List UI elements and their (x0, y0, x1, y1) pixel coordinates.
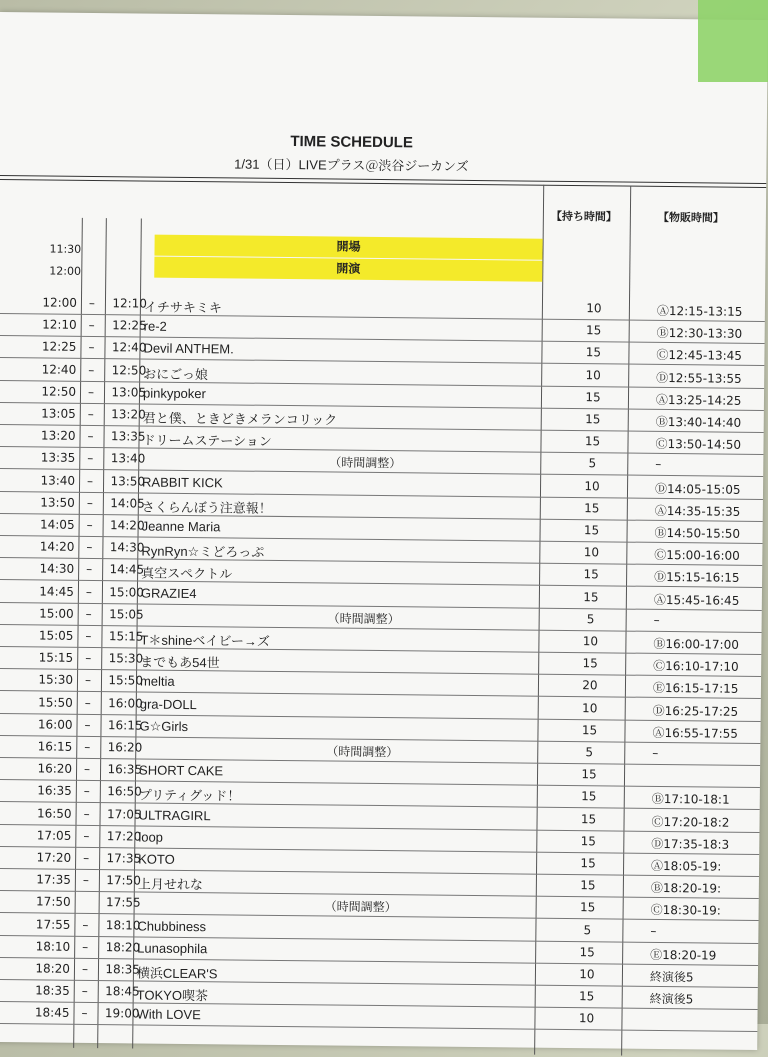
row-dash: – (81, 1006, 88, 1021)
row-duration: 10 (582, 700, 598, 715)
row-end-time: 17:55 (106, 895, 141, 910)
start-label: 開演 (154, 257, 542, 282)
row-start-time: 17:50 (36, 894, 71, 910)
row-sales-time: Ⓑ14:50-15:50 (654, 525, 741, 541)
row-duration: 15 (583, 567, 599, 582)
row-end-time: 18:20 (105, 939, 141, 955)
row-end-time: 16:20 (107, 740, 143, 755)
sales-column-header: 【物販時間】 (657, 210, 724, 225)
schedule-title: TIME SCHEDULE (290, 133, 413, 152)
row-end-time: 14:45 (109, 562, 145, 577)
row-sales-time: Ⓔ18:20-19 (650, 947, 717, 963)
row-duration: 10 (585, 367, 601, 382)
row-start-time: 12:25 (41, 339, 77, 355)
start-time: 12:00 (49, 264, 82, 278)
row-end-time: 17:50 (106, 873, 141, 888)
row-adjustment: （時間調整） (329, 455, 402, 471)
row-sales-time: – (653, 612, 660, 627)
row-dash: – (84, 695, 91, 710)
row-duration: 15 (583, 589, 599, 604)
row-start-time: 14:05 (39, 517, 75, 532)
row-end-time: 15:00 (109, 584, 145, 600)
row-performer: re-2 (143, 318, 167, 334)
row-duration: 10 (578, 1011, 595, 1026)
row-start-time: 15:50 (38, 695, 73, 710)
row-sales-time: Ⓐ16:55-17:55 (652, 725, 739, 741)
row-dash: – (83, 850, 90, 865)
row-dash: – (82, 873, 89, 888)
row-dash: – (88, 318, 95, 333)
schedule-sheet (0, 12, 768, 1050)
row-performer: G☆Girls (139, 718, 189, 734)
row-start-time: 13:40 (40, 473, 76, 488)
row-performer: プリティグッド！ (138, 787, 241, 804)
row-start-time: 14:45 (39, 584, 75, 599)
row-duration: 15 (584, 434, 601, 449)
row-start-time: 13:50 (40, 495, 75, 510)
row-dash: – (82, 917, 89, 932)
row-duration: 15 (585, 412, 601, 427)
row-adjustment: （時間調整） (324, 899, 397, 915)
row-sales-time: Ⓑ16:00-17:00 (653, 636, 739, 652)
row-sales-time: Ⓓ16:25-17:25 (652, 703, 739, 719)
row-end-time: 17:05 (106, 806, 142, 822)
row-start-time: 16:15 (37, 739, 73, 754)
row-duration: 15 (579, 900, 596, 915)
row-performer: ドリームステーション (142, 432, 272, 450)
row-dash: – (86, 495, 93, 510)
row-performer: meltia (139, 673, 175, 690)
row-performer: イチサキミキ (143, 299, 223, 316)
row-start-time: 15:05 (38, 628, 74, 643)
row-adjustment: （時間調整） (326, 744, 399, 760)
row-sales-time: – (650, 923, 657, 938)
row-dash: – (84, 717, 91, 732)
row-duration: 15 (581, 789, 597, 804)
row-dash: – (88, 340, 95, 355)
row-start-time: 12:00 (42, 295, 78, 310)
row-end-time: 13:20 (111, 407, 146, 422)
open-time: 11:30 (49, 242, 82, 256)
row-dash: – (85, 606, 92, 621)
row-duration: 5 (586, 611, 595, 627)
row-sales-time: Ⓒ13:50-14:50 (655, 437, 742, 452)
row-duration: 15 (585, 323, 602, 338)
row-start-time: 17:55 (35, 917, 71, 932)
row-duration: 15 (580, 811, 597, 826)
row-performer: SHORT CAKE (138, 762, 224, 779)
row-duration: 5 (585, 745, 594, 760)
row-duration: 15 (583, 523, 600, 538)
row-duration: 10 (584, 478, 600, 493)
row-performer: ULTRAGIRL (138, 807, 211, 823)
row-duration: 10 (579, 967, 595, 982)
row-sales-time: 終演後5 (649, 969, 694, 985)
row-end-time: 15:50 (108, 673, 144, 688)
tape-right (698, 0, 768, 82)
row-sales-time: Ⓓ12:55-13:55 (656, 370, 742, 386)
row-start-time: 17:05 (36, 828, 72, 843)
row-end-time: 17:35 (106, 851, 142, 866)
row-start-time: 15:30 (38, 672, 74, 688)
row-sales-time: Ⓒ18:30-19: (650, 903, 721, 918)
row-end-time: 16:15 (107, 717, 143, 733)
row-duration: 5 (583, 922, 592, 937)
row-duration: 5 (588, 456, 597, 471)
row-performer: おにごっ娘 (143, 366, 209, 382)
row-start-time: 13:05 (41, 406, 76, 421)
row-duration: 15 (580, 833, 597, 849)
row-start-time: 17:35 (36, 872, 71, 887)
row-dash: – (87, 473, 94, 488)
row-sales-time: Ⓒ16:10-17:10 (653, 659, 739, 674)
row-end-time: 19:00 (104, 1006, 140, 1021)
row-dash: – (88, 295, 96, 311)
row-start-time: 18:35 (35, 983, 70, 998)
row-performer: Devil ANTHEM. (143, 340, 234, 357)
row-duration: 10 (583, 545, 600, 560)
row-performer: TOKYO喫茶 (136, 987, 209, 1004)
row-dash: – (88, 362, 95, 377)
row-end-time: 13:05 (111, 384, 147, 400)
row-start-time: 18:45 (34, 1005, 70, 1021)
row-duration: 15 (585, 389, 601, 405)
row-start-time: 12:50 (41, 384, 77, 399)
row-sales-time: Ⓑ17:10-18:1 (651, 792, 730, 808)
row-performer: loop (138, 829, 164, 845)
row-performer: Lunasophila (137, 940, 208, 957)
row-duration: 20 (582, 678, 598, 693)
row-sales-time: Ⓒ15:00-16:00 (654, 548, 740, 563)
row-duration: 15 (579, 989, 595, 1004)
row-end-time: 14:05 (110, 495, 145, 511)
row-performer: GRAZIE4 (140, 585, 197, 601)
row-duration: 15 (584, 500, 600, 516)
row-performer: T＊shineベイビー→ズ (140, 632, 271, 649)
row-end-time: 16:35 (107, 762, 143, 777)
row-duration: 15 (580, 878, 596, 893)
row-end-time: 15:30 (108, 651, 144, 666)
row-start-time: 16:35 (37, 783, 72, 799)
row-dash: – (84, 762, 91, 777)
row-end-time: 15:05 (109, 606, 144, 622)
row-end-time: 15:15 (108, 629, 144, 644)
row-dash: – (87, 384, 95, 399)
row-end-time: 13:35 (110, 429, 146, 444)
row-start-time: 15:00 (39, 606, 74, 621)
row-duration: 15 (579, 944, 595, 960)
row-dash: – (86, 562, 93, 577)
row-start-time: 16:00 (37, 717, 73, 732)
row-end-time: 16:00 (108, 695, 143, 711)
row-sales-time: Ⓐ14:35-15:35 (654, 503, 741, 519)
row-sales-time: Ⓑ13:40-14:40 (655, 414, 742, 430)
duration-column-header: 【持ち時間】 (550, 209, 617, 224)
row-end-time: 16:50 (107, 784, 142, 799)
row-dash: – (85, 628, 92, 643)
row-dash: – (83, 828, 90, 843)
row-sales-time: – (652, 745, 659, 760)
row-start-time: 12:10 (42, 317, 77, 333)
row-dash: – (82, 939, 89, 954)
row-duration: 15 (585, 345, 602, 360)
row-duration: 15 (580, 856, 596, 871)
row-sales-time: Ⓒ17:20-18:2 (651, 814, 730, 830)
row-end-time: 13:40 (110, 451, 146, 466)
row-sales-time: Ⓑ18:20-19: (650, 881, 722, 896)
row-end-time: 12:10 (112, 296, 148, 311)
row-end-time: 13:50 (110, 473, 146, 489)
row-duration: 15 (582, 656, 598, 671)
row-performer: gra-DOLL (139, 696, 197, 712)
row-end-time: 18:10 (105, 917, 141, 933)
row-end-time: 17:20 (106, 828, 142, 844)
row-dash: – (83, 784, 90, 799)
row-dash: – (84, 739, 91, 754)
row-sales-time: Ⓐ12:15-13:15 (656, 303, 743, 319)
row-sales-time: Ⓓ17:35-18:3 (651, 836, 730, 852)
row-performer: までもあ54世 (140, 654, 220, 671)
row-start-time: 14:30 (39, 561, 75, 577)
row-dash: – (85, 651, 92, 666)
row-dash: – (83, 806, 90, 821)
row-performer: Chubbiness (137, 918, 207, 934)
row-sales-time: Ⓓ14:05-15:05 (654, 481, 741, 497)
row-duration: 15 (581, 767, 597, 782)
row-start-time: 12:40 (41, 362, 77, 377)
row-performer: RynRyn☆ミどろっぷ (141, 543, 265, 560)
row-adjustment: （時間調整） (327, 611, 400, 627)
row-sales-time: – (655, 457, 662, 472)
row-end-time: 12:50 (111, 362, 147, 378)
row-performer: KOTO (138, 851, 175, 867)
row-dash: – (81, 961, 89, 976)
row-duration: 10 (582, 634, 599, 649)
row-dash: – (87, 429, 94, 444)
row-start-time: 13:35 (40, 450, 76, 466)
row-end-time: 18:45 (105, 984, 140, 999)
row-end-time: 14:30 (109, 540, 145, 555)
row-start-time: 15:15 (38, 650, 74, 665)
frame-top-line-2 (0, 179, 766, 188)
row-end-time: 14:20 (109, 518, 145, 533)
open-label: 開場 (154, 235, 542, 260)
row-start-time: 14:20 (39, 539, 75, 554)
row-performer: 横浜CLEAR'S (136, 965, 218, 982)
row-performer: Jeanne Maria (141, 518, 221, 535)
row-performer: 上月せれな (137, 876, 203, 893)
row-start-time: 16:50 (36, 806, 72, 821)
schedule-subtitle: 1/31（日）LIVEプラス＠渋谷ジーカンズ (234, 156, 469, 174)
row-dash: – (86, 540, 93, 555)
row-sales-time: Ⓐ13:25-14:25 (655, 392, 742, 408)
row-sales-time: Ⓐ15:45-16:45 (653, 592, 740, 608)
row-start-time: 17:20 (36, 850, 72, 865)
row-start-time: 16:20 (37, 761, 73, 776)
row-end-time: 12:40 (111, 340, 147, 355)
row-dash: – (81, 984, 88, 999)
row-dash: – (85, 584, 93, 599)
row-sales-time: 終演後5 (649, 992, 694, 1007)
row-start-time: 18:10 (35, 939, 71, 954)
row-start-time: 18:20 (35, 961, 71, 976)
row-dash: – (87, 451, 94, 466)
row-performer: 真空スペクトル (141, 565, 233, 582)
row-dash: – (86, 517, 93, 532)
row-sales-time: Ⓑ12:30-13:30 (656, 326, 743, 341)
row-performer: pinkypoker (142, 385, 206, 401)
row-performer: RABBIT KICK (142, 474, 223, 490)
row-duration: 15 (581, 722, 598, 738)
row-end-time: 18:35 (105, 962, 141, 977)
row-performer: 君と僕、ときどきメランコリック (142, 410, 338, 428)
row-start-time: 13:20 (40, 428, 76, 444)
row-sales-time: Ⓒ12:45-13:45 (656, 348, 743, 364)
row-sales-time: Ⓔ16:15-17:15 (652, 681, 739, 697)
row-sales-time: Ⓐ18:05-19: (651, 858, 722, 874)
row-performer: さくらんぼう注意報！ (141, 499, 272, 516)
row-performer: With LOVE (136, 1006, 201, 1023)
row-dash: – (87, 406, 94, 422)
row-duration: 10 (586, 301, 602, 316)
row-dash: – (84, 673, 92, 688)
row-end-time: 12:25 (112, 318, 147, 333)
row-sales-time: Ⓓ15:15-16:15 (654, 570, 740, 586)
